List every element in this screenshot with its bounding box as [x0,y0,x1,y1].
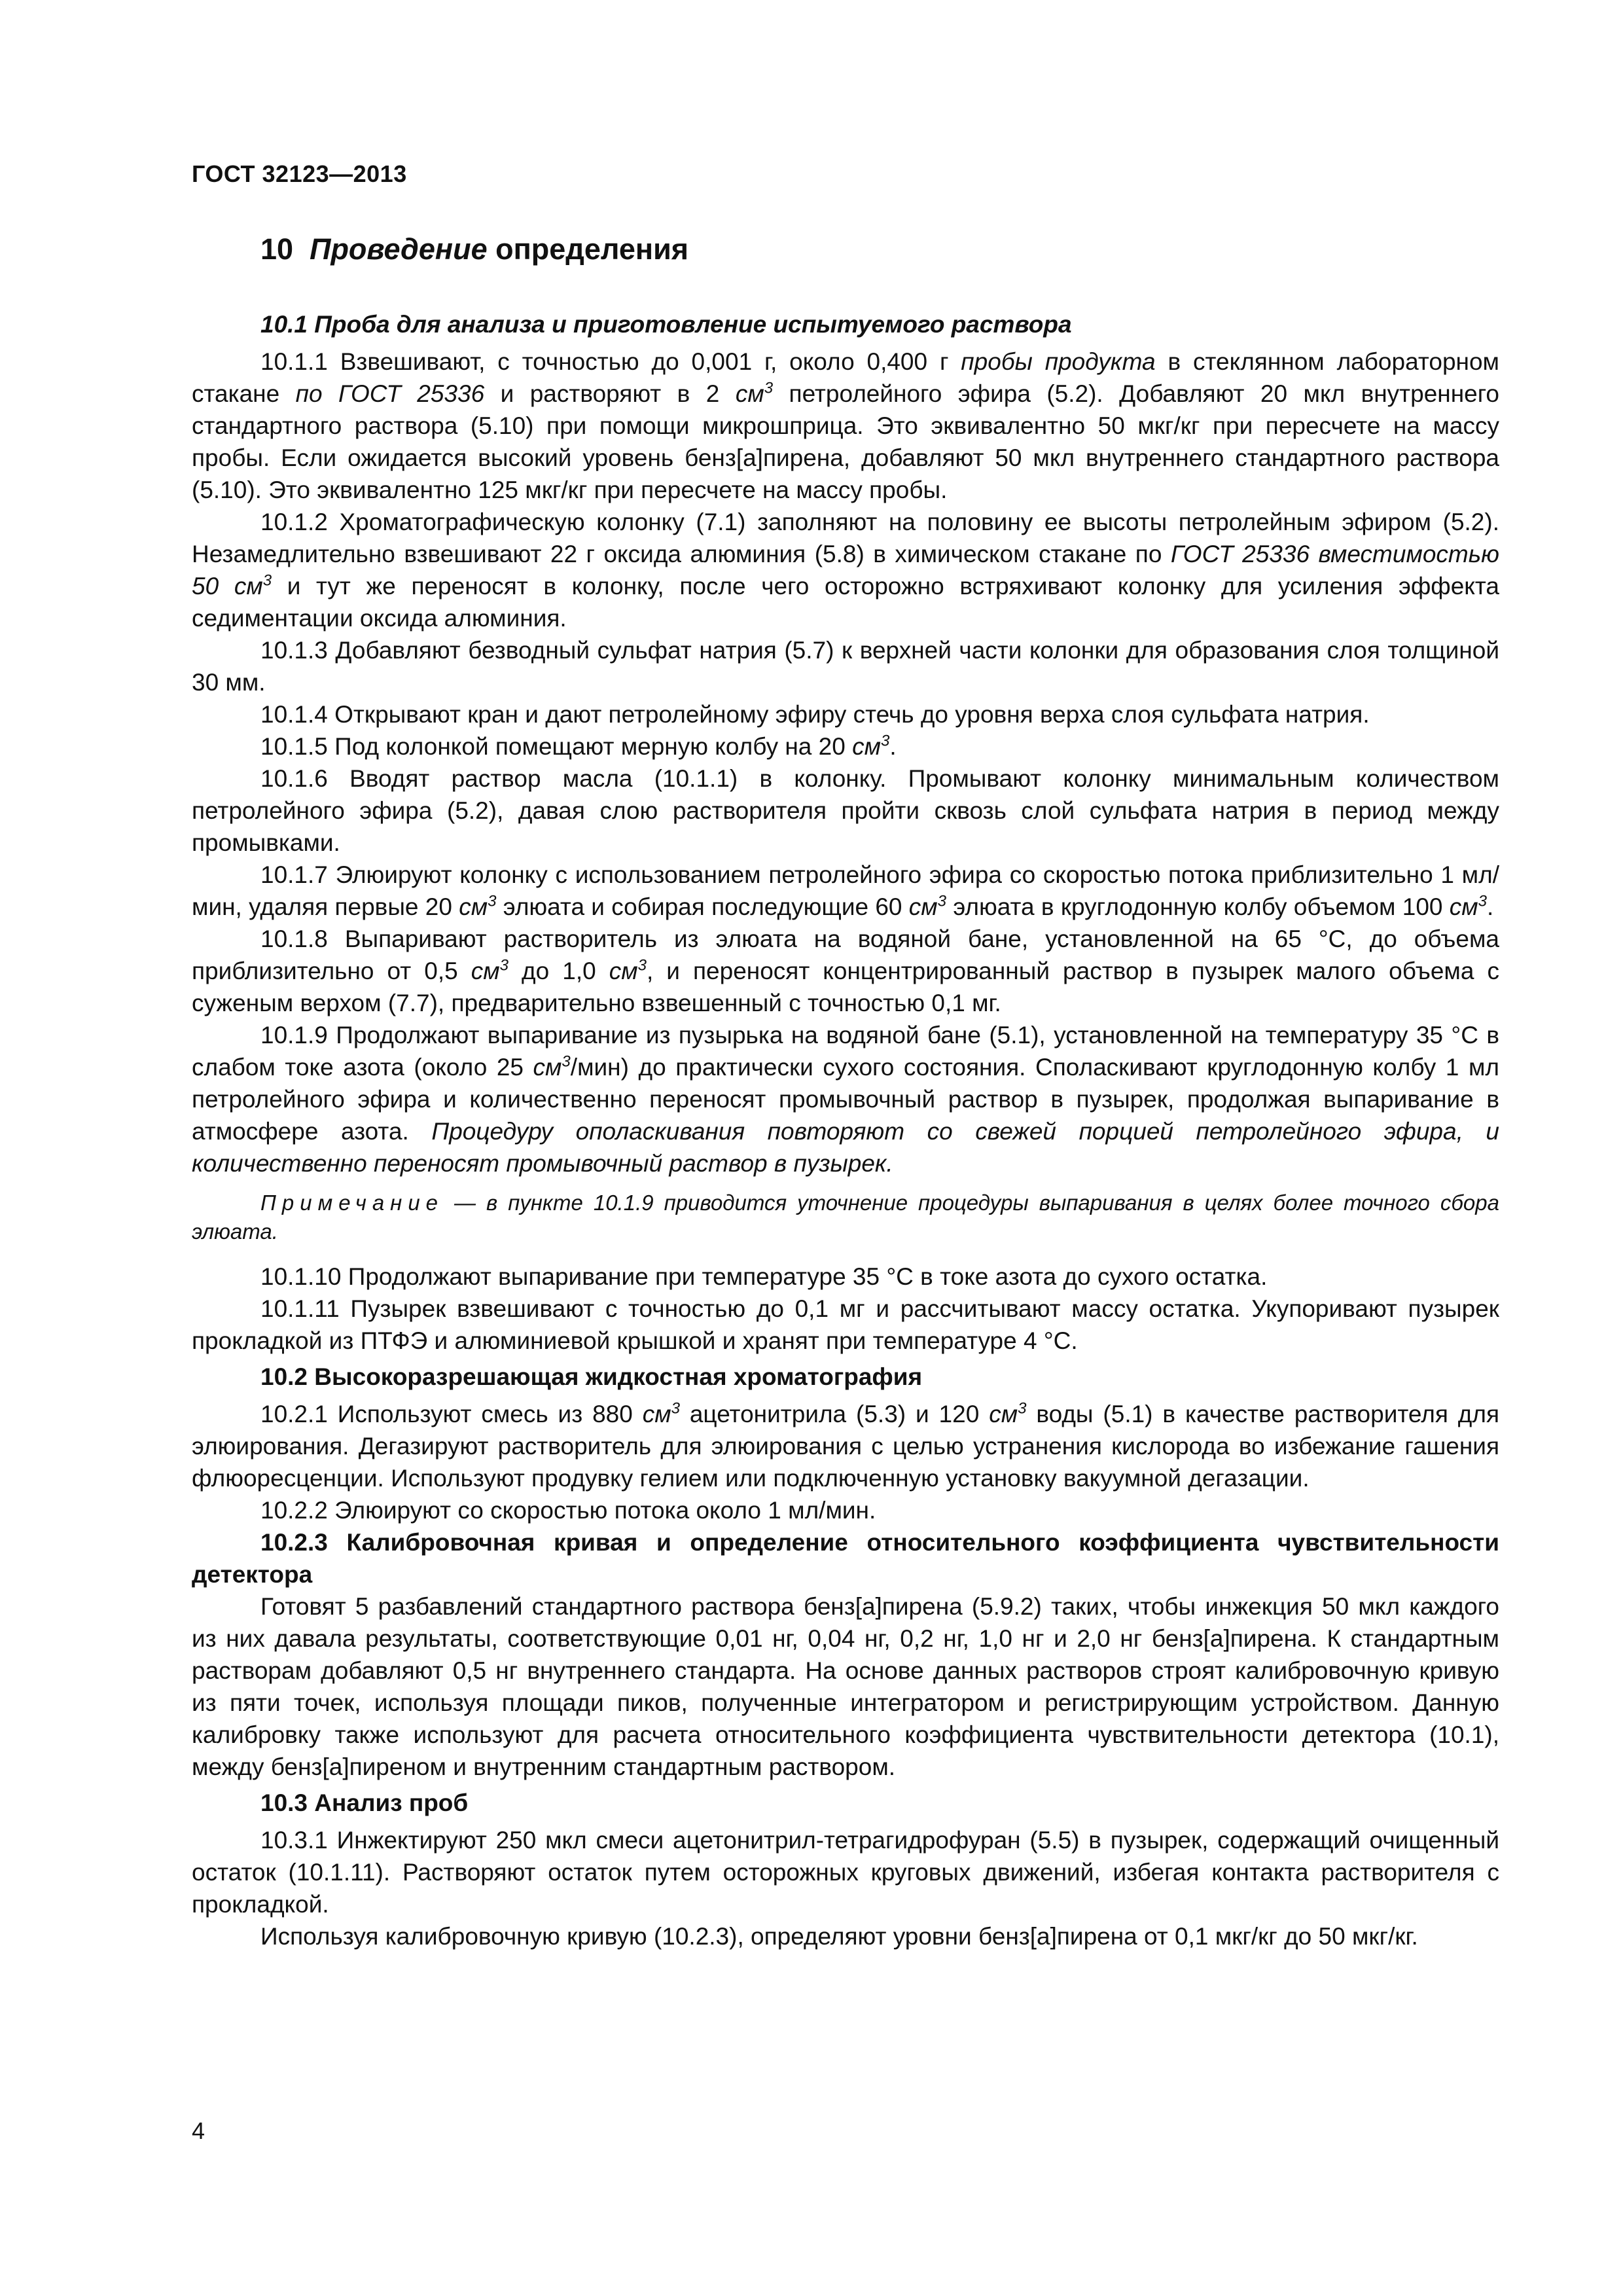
subsection-title-10-1: 10.1 Проба для анализа и приготовление испытуемого раствора [260,311,1072,338]
section-title [260,232,688,266]
section-number: 10 [260,232,294,266]
paragraph-10-1-7: 10.1.7 Элюируют колонку с использованием петролейного эфира со скоростью потока приблизительно 1 мл/мин, удаляя первые 20 $см^3$ элюата и собирая последующие 60 $см^3$ элюата в круглодонную колбу объемом 100 $см^3$. [192,861,1499,920]
section-title-italic: Проведение [310,232,488,266]
paragraph-10-2-3: Готовят 5 разбавлений стандартного раствора бенз[а]пирена (5.9.2) таких, чтобы инжекция 50 мкл каждого из них давала результаты, соответствующие 0,01 нг, 0,04 нг, 0,2 нг, 1,0 нг и 2,0 нг бенз[а]пирена. К стандартным растворам добавляют 0,5 нг внутреннего стандарта. На основе данных растворов строят калибровочную кривую из пяти точек, используя площади пиков, полученные интегратором и регистрирующим устройством. Данную калибровку также используют для расчета относительного коэффициента чувствительности детектора (10.1), между бенз[а]пиреном и внутренним стандартным раствором. [192,1593,1499,1780]
subsection-title-10-2: 10.2 Высокоразрешающая жидкостная хроматография [260,1363,923,1390]
paragraph-10-3-1: 10.3.1 Инжектируют 250 мкл смеси ацетонитрил-тетрагидрофуран (5.5) в пузырек, содержащий очищенный остаток (10.1.11). Растворяют остаток путем осторожных круговых движений, избегая контакта растворителя с прокладкой. [192,1827,1499,1918]
page-number: 4 [192,2117,205,2144]
note-text: — в пункте 10.1.9 приводится уточнение процедуры выпаривания в целях более точного сбора элюата. [192,1191,1499,1244]
paragraph-10-1-8: 10.1.8 Выпаривают растворитель из элюата на водяной бане, установленной на 65 °С, до объема приблизительно от 0,5 $см^3$ до 1,0 $см^3$, и переносят концентрированный раствор в пузырек малого объема с суженым верхом (7.7), предварительно взвешенный с точностью 0,1 мг. [192,925,1499,1016]
subsection-title-10-2-3: 10.2.3 Калибровочная кривая и определение относительного коэффициента чувствительности детектора [192,1529,1499,1588]
note [192,1189,1499,1246]
paragraph-10-1-6: 10.1.6 Вводят раствор масла (10.1.1) в колонку. Промывают колонку минимальным количеством петролейного эфира (5.2), давая слою растворителя пройти сквозь слой сульфата натрия в период между промывками. [192,765,1499,856]
document-body [192,304,1499,1952]
paragraph-10-1-1: 10.1.1 Взвешивают, с точностью до 0,001 г, около 0,400 г пробы продукта в стеклянном лабораторном стакане по ГОСТ 25336 и растворяют в 2 $см^3$ петролейного эфира (5.2). Добавляют 20 мкл внутреннего стандартного раствора (5.10) при помощи микрошприца. Это эквивалентно 50 мкг/кг при пересчете на массу пробы. Если ожидается высокий уровень бенз[а]пирена, добавляют 50 мкл внутреннего стандартного раствора (5.10). Это эквивалентно 125 мкг/кг при пересчете на массу пробы. [192,348,1499,503]
document-code: ГОСТ 32123—2013 [192,160,407,187]
paragraph-10-1-10: 10.1.10 Продолжают выпаривание при температуре 35 °С в токе азота до сухого остатка. [260,1263,1268,1290]
paragraph-10-1-11: 10.1.11 Пузырек взвешивают с точностью до 0,1 мг и рассчитывают массу остатка. Укупоривают пузырек прокладкой из ПТФЭ и алюминиевой крышкой и хранят при температуре 4 °С. [192,1295,1499,1354]
paragraph-10-2-2: 10.2.2 Элюируют со скоростью потока около 1 мл/мин. [260,1497,876,1524]
subsection-title-10-3: 10.3 Анализ проб [260,1789,469,1816]
paragraph-10-1-4: 10.1.4 Открывают кран и дают петролейному эфиру стечь до уровня верха слоя сульфата натрия. [260,701,1370,728]
paragraph-10-1-5: 10.1.5 Под колонкой помещают мерную колбу на 20 $см^3$. [260,732,897,760]
paragraph-10-1-2: 10.1.2 Хроматографическую колонку (7.1) заполняют на половину ее высоты петролейным эфиром (5.2). Незамедлительно взвешивают 22 г оксида алюминия (5.8) в химическом стакане по ГОСТ 25336 вместимостью 50 $см^3$ и тут же переносят в колонку, после чего осторожно встряхивают колонку для усиления эффекта седиментации оксида алюминия. [192,509,1499,632]
paragraph-10-2-1: 10.2.1 Используют смесь из 880 $см^3$ ацетонитрила (5.3) и 120 $см^3$ воды (5.1) в качестве растворителя для элюирования. Дегазируют растворитель для элюирования с целью устранения кислорода во избежание гашения флюоресценции. Используют продувку гелием или подключенную установку вакуумной дегазации. [192,1399,1499,1492]
note-label: Примечание [260,1191,444,1215]
paragraph-10-3-2: Используя калибровочную кривую (10.2.3), определяют уровни бенз[а]пирена от 0,1 мкг/кг до 50 мкг/кг. [260,1923,1418,1950]
paragraph-10-1-9: 10.1.9 Продолжают выпаривание из пузырька на водяной бане (5.1), установленной на температуру 35 °С в слабом токе азота (около 25 $см^3/мин$) до практически сухого состояния. Споласкивают круглодонную колбу 1 мл петролейного эфира и количественно переносят промывочный раствор в пузырек, продолжая выпаривание в атмосфере азота. Процедуру ополаскивания повторяют со свежей порцией петролейного эфира, и количественно переносят промывочный раствор в пузырек. [192,1022,1499,1177]
paragraph-10-1-3: 10.1.3 Добавляют безводный сульфат натрия (5.7) к верхней части колонки для образования слоя толщиной 30 мм. [192,637,1499,696]
section-title-rest: определения [495,232,689,266]
